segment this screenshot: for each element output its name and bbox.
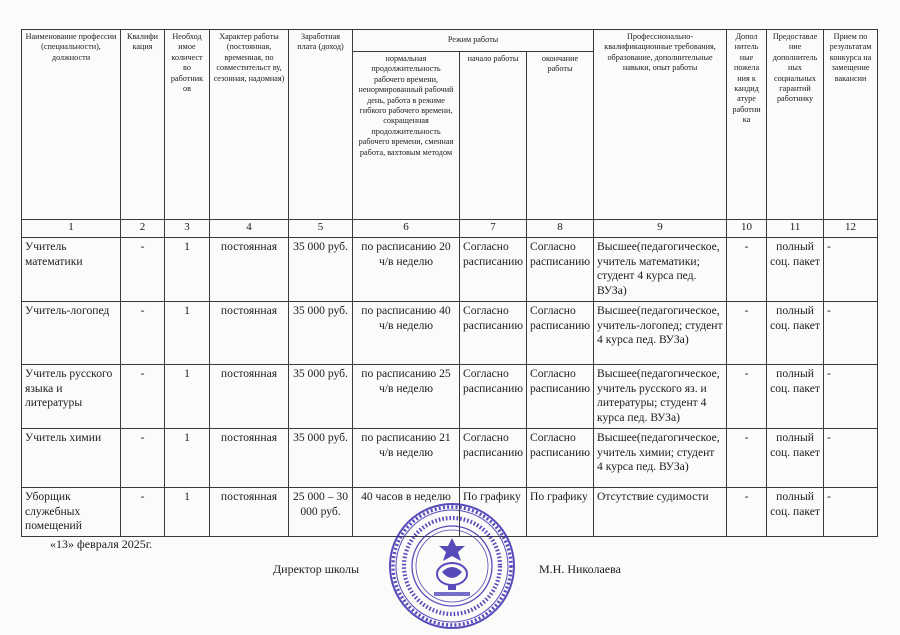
- qualification-cell: -: [121, 488, 165, 537]
- work-time-cell: по расписанию 21 ч/в неделю: [353, 429, 460, 488]
- column-numbers-row: [22, 220, 878, 238]
- header-end: окончание работы: [527, 52, 594, 220]
- qualification-cell: -: [121, 302, 165, 365]
- table-row: [22, 429, 878, 488]
- header-profession: Наименование профессии (специальности), должности: [22, 30, 121, 220]
- salary-cell: 35 000 руб.: [289, 365, 353, 429]
- requirements-cell: Отсутствие судимости: [594, 488, 727, 537]
- header-qualification: Квалифи кация: [121, 30, 165, 220]
- start-cell: Согласно расписанию: [460, 365, 527, 429]
- work-time-cell: по расписанию 40 ч/в неделю: [353, 302, 460, 365]
- vacancy-table: [21, 29, 878, 537]
- table-row: [22, 238, 878, 302]
- start-cell: Согласно расписанию: [460, 429, 527, 488]
- wishes-cell: -: [727, 488, 767, 537]
- signer-name: М.Н. Николаева: [539, 562, 621, 576]
- nature-cell: постоянная: [210, 302, 289, 365]
- nature-cell: постоянная: [210, 365, 289, 429]
- column-number: 5: [289, 220, 353, 238]
- end-cell: По графику: [527, 488, 594, 537]
- profession-cell: Учитель русского языка и литературы: [22, 365, 121, 429]
- count-cell: 1: [165, 429, 210, 488]
- salary-cell: 35 000 руб.: [289, 302, 353, 365]
- wishes-cell: -: [727, 365, 767, 429]
- signer-title: Директор школы: [273, 562, 360, 576]
- header-work-mode: Режим работы: [353, 30, 594, 52]
- salary-cell: 35 000 руб.: [289, 429, 353, 488]
- work-time-cell: по расписанию 25 ч/в неделю: [353, 365, 460, 429]
- column-number: 9: [594, 220, 727, 238]
- qualification-cell: -: [121, 429, 165, 488]
- profession-cell: Учитель химии: [22, 429, 121, 488]
- requirements-cell: Высшее(педагогическое, учитель русского яз. и литературы; студент 4 курса пед. ВУЗа): [594, 365, 727, 429]
- contest-cell: -: [824, 365, 878, 429]
- column-number: 2: [121, 220, 165, 238]
- nature-cell: постоянная: [210, 238, 289, 302]
- wishes-cell: -: [727, 302, 767, 365]
- count-cell: 1: [165, 488, 210, 537]
- header-contest: Прием по результатам конкурса на замещение вакансии: [824, 30, 878, 220]
- wishes-cell: -: [727, 429, 767, 488]
- header-salary: Заработная плата (доход): [289, 30, 353, 220]
- work-time-cell: по расписанию 20 ч/в неделю: [353, 238, 460, 302]
- table-row: [22, 302, 878, 365]
- profession-cell: Уборщик служебных помещений: [22, 488, 121, 537]
- header-wishes: Допол нитель ные пожела ния к кандид атуре работни ка: [727, 30, 767, 220]
- nature-cell: постоянная: [210, 429, 289, 488]
- start-cell: Согласно расписанию: [460, 238, 527, 302]
- requirements-cell: Высшее(педагогическое, учитель-логопед; студент 4 курса пед. ВУЗа): [594, 302, 727, 365]
- profession-cell: Учитель математики: [22, 238, 121, 302]
- count-cell: 1: [165, 238, 210, 302]
- guarantees-cell: полный соц. пакет: [767, 365, 824, 429]
- start-cell: Согласно расписанию: [460, 302, 527, 365]
- header-work-nature: Характер работы (постоянная, временная, по совместительст ву, сезонная, надомная): [210, 30, 289, 220]
- column-number: 10: [727, 220, 767, 238]
- end-cell: Согласно расписанию: [527, 302, 594, 365]
- column-number: 12: [824, 220, 878, 238]
- header-guarantees: Предоставле ние дополнитель ных социальных гарантий работнику: [767, 30, 824, 220]
- guarantees-cell: полный соц. пакет: [767, 302, 824, 365]
- contest-cell: -: [824, 302, 878, 365]
- start-cell: По графику: [460, 488, 527, 537]
- header-requirements: Профессионально-квалификационные требования, образование, дополнительные навыки, опыт работы: [594, 30, 727, 220]
- salary-cell: 25 000 – 30 000 руб.: [289, 488, 353, 537]
- contest-cell: -: [824, 488, 878, 537]
- header-required-count: Необход имое количест во работник ов: [165, 30, 210, 220]
- column-number: 1: [22, 220, 121, 238]
- qualification-cell: -: [121, 238, 165, 302]
- requirements-cell: Высшее(педагогическое, учитель химии; студент 4 курса пед. ВУЗа): [594, 429, 727, 488]
- column-number: 8: [527, 220, 594, 238]
- header-start: начало работы: [460, 52, 527, 220]
- contest-cell: -: [824, 238, 878, 302]
- count-cell: 1: [165, 302, 210, 365]
- column-number: 3: [165, 220, 210, 238]
- end-cell: Согласно расписанию: [527, 238, 594, 302]
- guarantees-cell: полный соц. пакет: [767, 488, 824, 537]
- count-cell: 1: [165, 365, 210, 429]
- guarantees-cell: полный соц. пакет: [767, 429, 824, 488]
- school-seal-stamp: [386, 500, 518, 632]
- end-cell: Согласно расписанию: [527, 365, 594, 429]
- wishes-cell: -: [727, 238, 767, 302]
- requirements-cell: Высшее(педагогическое, учитель математики; студент 4 курса пед. ВУЗа): [594, 238, 727, 302]
- work-time-cell: 40 часов в неделю: [353, 488, 460, 537]
- document-date: «13» февраля 2025г.: [50, 537, 153, 551]
- contest-cell: -: [824, 429, 878, 488]
- salary-cell: 35 000 руб.: [289, 238, 353, 302]
- nature-cell: постоянная: [210, 488, 289, 537]
- header-work-time: нормальная продолжительность рабочего времени, ненормированный рабочий день, работа в режиме гибкого рабочего времени, сокращенная продолжительность рабочего времени, сменная работа, вахтовым методом: [353, 52, 460, 220]
- column-number: 4: [210, 220, 289, 238]
- profession-cell: Учитель-логопед: [22, 302, 121, 365]
- column-number: 7: [460, 220, 527, 238]
- qualification-cell: -: [121, 365, 165, 429]
- end-cell: Согласно расписанию: [527, 429, 594, 488]
- column-number: 6: [353, 220, 460, 238]
- column-number: 11: [767, 220, 824, 238]
- guarantees-cell: полный соц. пакет: [767, 238, 824, 302]
- table-row: [22, 365, 878, 429]
